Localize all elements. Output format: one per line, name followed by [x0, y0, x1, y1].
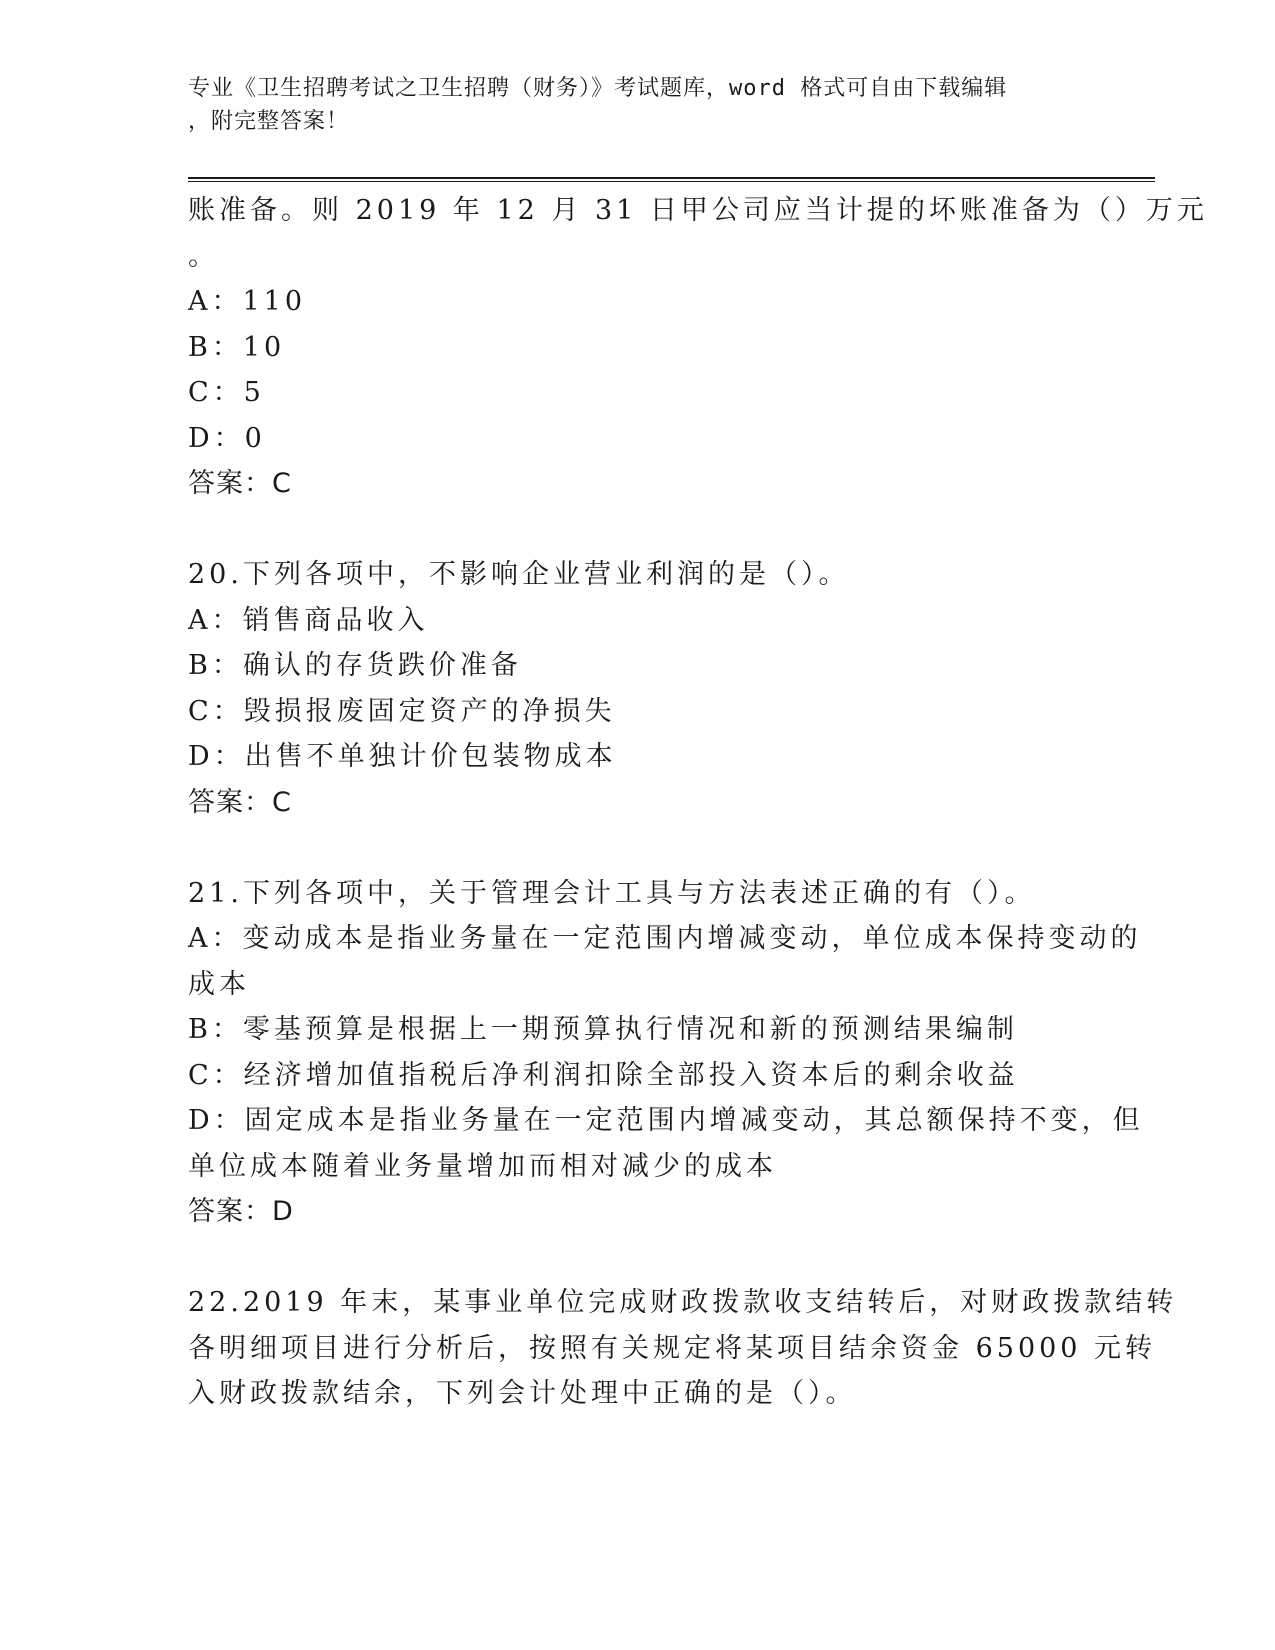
option-a: A：销售商品收入 — [188, 604, 429, 636]
option-c: C：毁损报废固定资产的净损失 — [188, 695, 616, 727]
question-gap — [188, 825, 1088, 871]
option-b: B：零基预算是根据上一期预算执行情况和新的预测结果编制 — [188, 1014, 1018, 1045]
question-stem: 账准备。则 2019 年 12 月 31 日甲公司应当计提的坏账准备为（）万元 — [188, 195, 1208, 226]
question-21 — [188, 871, 1144, 1235]
question-20 — [188, 552, 1088, 825]
option-a: A：110 — [188, 286, 307, 317]
option-b: B：10 — [188, 331, 286, 363]
header-line-2: ，附完整答案！ — [188, 109, 350, 134]
option-a-continued: 成本 — [188, 968, 250, 1000]
document-header — [188, 72, 1088, 138]
option-c: C：5 — [188, 377, 265, 408]
option-d: D：固定成本是指业务量在一定范围内增减变动，其总额保持不变，但 — [188, 1105, 1144, 1136]
question-stem: 21.下列各项中，关于管理会计工具与方法表述正确的有（）。 — [188, 877, 1036, 909]
question-22 — [188, 1280, 1178, 1417]
option-c: C：经济增加值指税后净利润扣除全部投入资本后的剩余收益 — [188, 1059, 1019, 1091]
option-d-continued: 单位成本随着业务量增加而相对减少的成本 — [188, 1150, 777, 1182]
header-line-1: 专业《卫生招聘考试之卫生招聘（财务）》考试题库，word 格式可自由下载编辑 — [188, 76, 1008, 101]
option-b: B：确认的存货跌价准备 — [188, 650, 522, 681]
header-divider — [188, 177, 1155, 182]
question-stem-continued: 入财政拨款结余，下列会计处理中正确的是（）。 — [188, 1378, 857, 1409]
question-list — [188, 188, 1208, 1417]
option-d: D：出售不单独计价包装物成本 — [188, 741, 617, 772]
answer-label: 答案：C — [188, 468, 292, 499]
answer-label: 答案：C — [188, 786, 292, 818]
answer-label: 答案：D — [188, 1196, 294, 1227]
question-stem: 20.下列各项中，不影响企业营业利润的是（）。 — [188, 559, 850, 590]
question-19 — [188, 188, 1208, 507]
option-d: D：0 — [188, 422, 266, 454]
question-stem: 。 — [188, 240, 219, 272]
option-a: A：变动成本是指业务量在一定范围内增减变动，单位成本保持变动的 — [188, 923, 1142, 954]
question-stem: 22.2019 年末，某事业单位完成财政拨款收支结转后，对财政拨款结转 — [188, 1287, 1178, 1318]
question-gap — [188, 507, 1088, 553]
question-gap — [188, 1235, 1088, 1281]
question-stem-continued: 各明细项目进行分析后，按照有关规定将某项目结余资金 65000 元转 — [188, 1332, 1157, 1364]
